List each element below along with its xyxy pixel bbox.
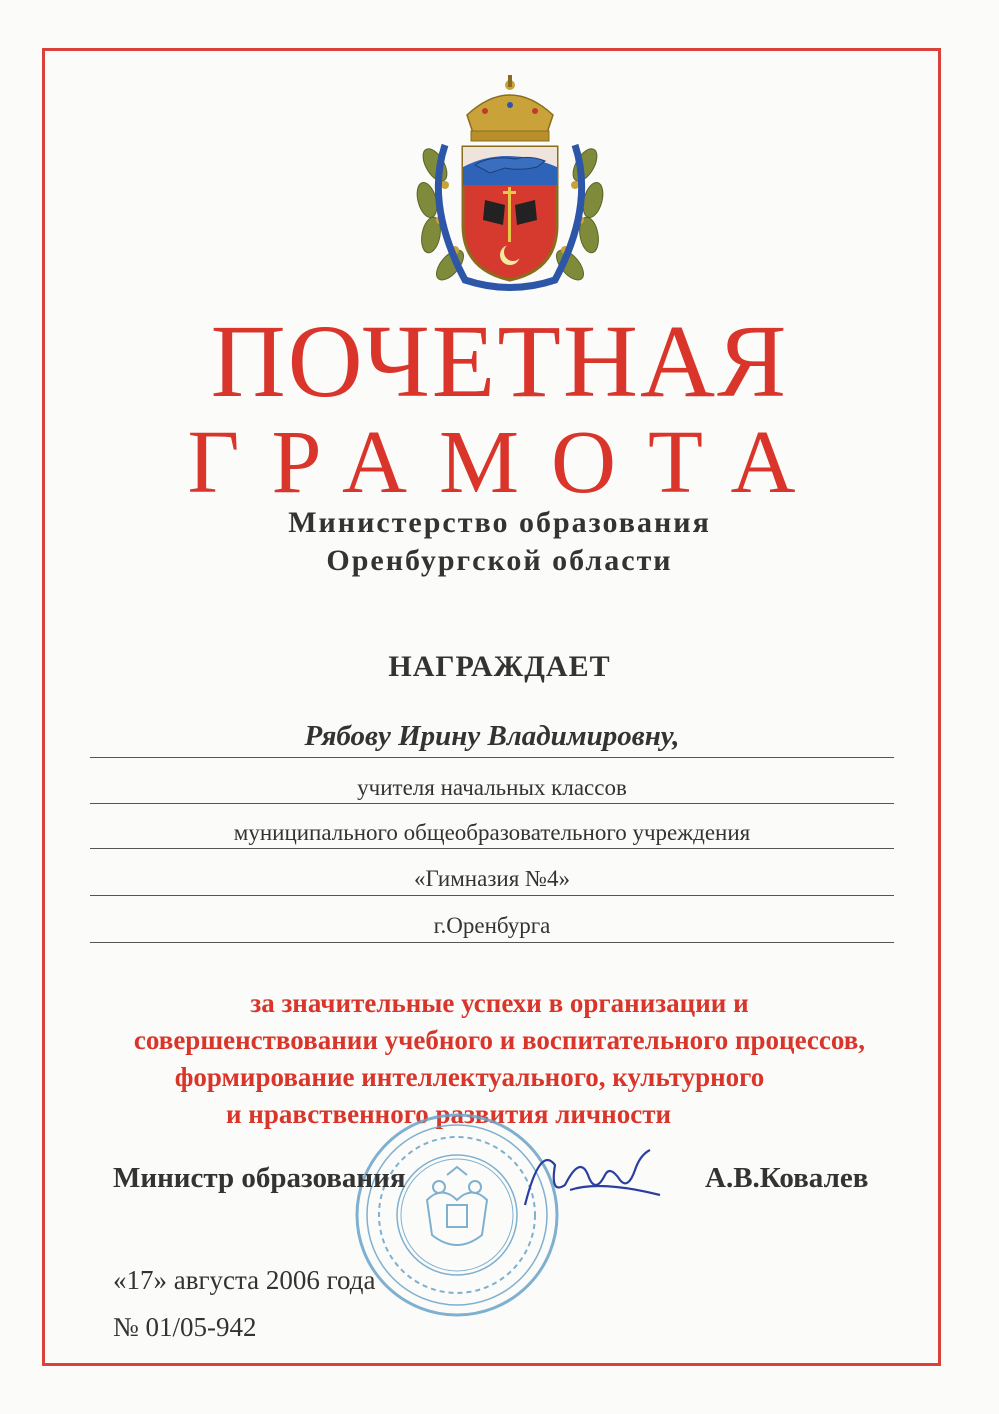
recipient-organization: муниципального общеобразовательного учреждения: [90, 820, 894, 849]
recipient-city: г.Оренбурга: [90, 913, 894, 943]
certificate-title-line1: ПОЧЕТНАЯ: [210, 304, 789, 419]
certificate-title-line2: ГРАМОТА: [187, 413, 828, 512]
reason-line: и нравственного развития личности: [225, 1099, 672, 1129]
recipient-name: Рябову Ирину Владимировну,: [90, 720, 894, 758]
reason-line: совершенствовании учебного и воспитательного процессов,: [133, 1025, 866, 1055]
issue-date: «17» августа 2006 года: [113, 1265, 376, 1295]
document-number: № 01/05-942: [113, 1312, 257, 1342]
coat-of-arms-emblem: [405, 75, 615, 300]
issuer-line1: Министерство образования: [288, 506, 711, 539]
signer-title: Министр образования: [113, 1162, 406, 1194]
recipient-institution: «Гимназия №4»: [90, 866, 894, 896]
reason-line: формирование интеллектуального, культурного: [174, 1062, 765, 1092]
handwritten-signature: [510, 1135, 670, 1225]
recipient-position: учителя начальных классов: [90, 775, 894, 804]
issuer-line2: Оренбургской области: [326, 544, 673, 577]
signer-name: А.В.Ковалев: [705, 1162, 869, 1194]
awards-label: НАГРАЖДАЕТ: [388, 650, 611, 683]
reason-line: за значительные успехи в организации и: [250, 988, 749, 1018]
